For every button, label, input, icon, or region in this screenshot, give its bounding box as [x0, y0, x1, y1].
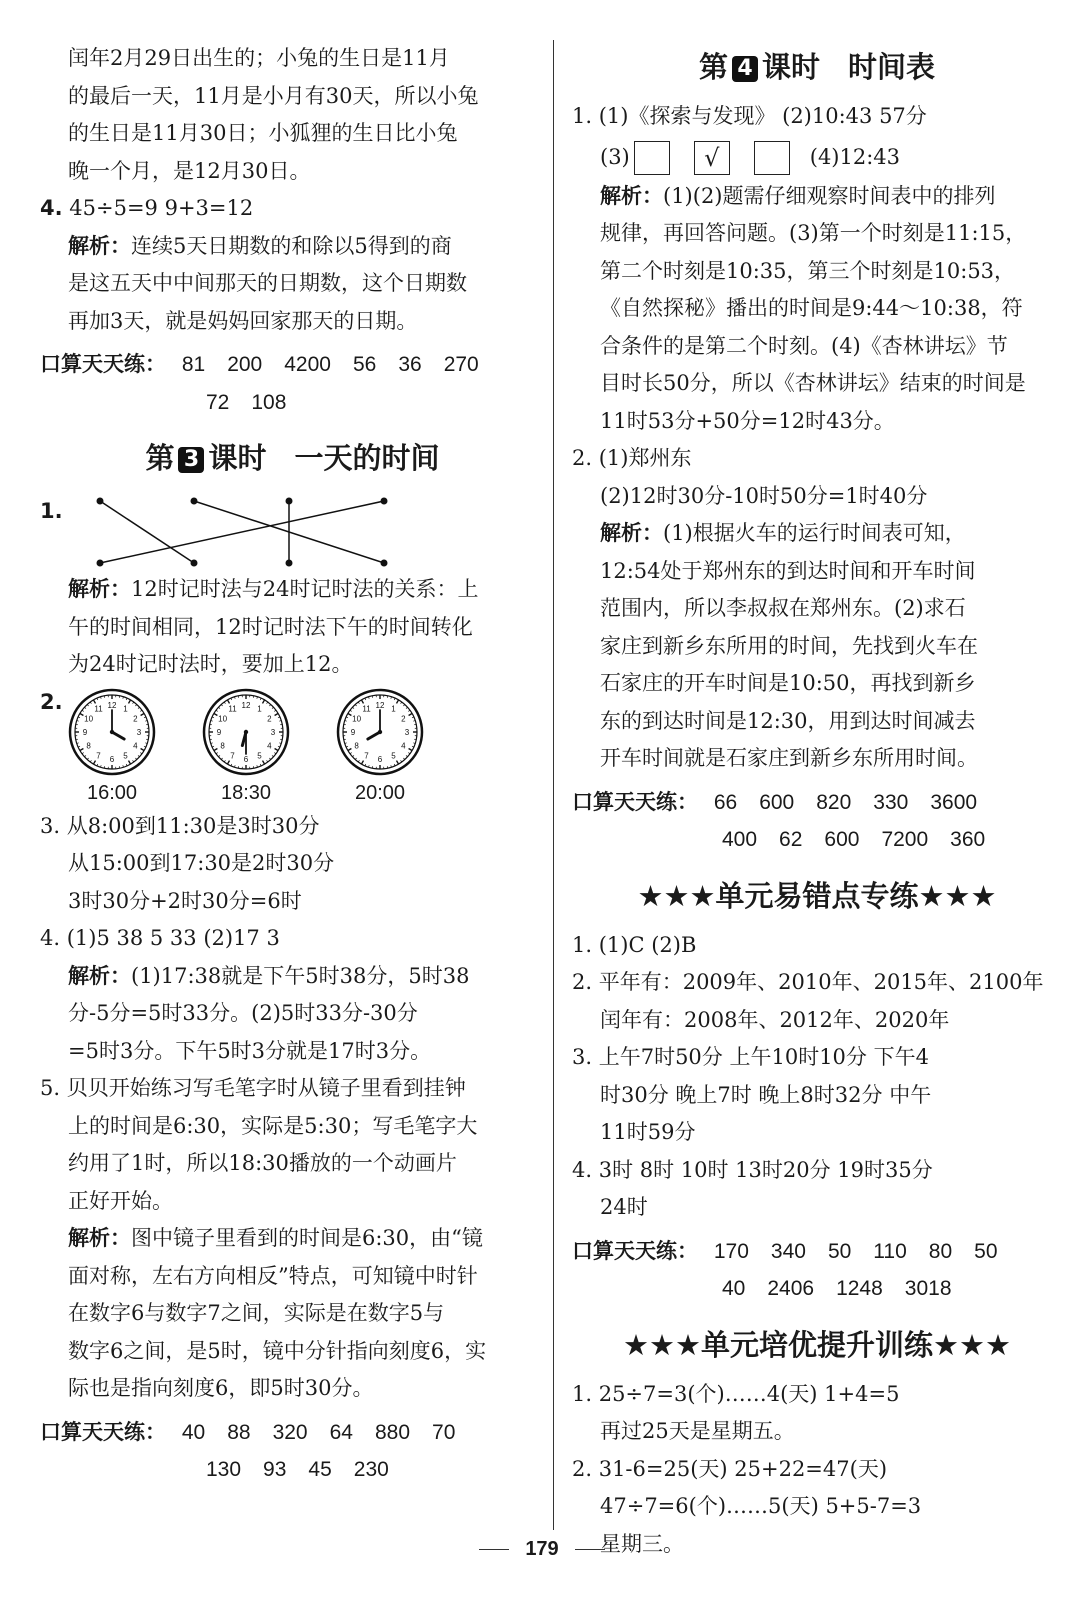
- drill-value: 50: [974, 1239, 998, 1263]
- q4-number: 4.: [40, 196, 63, 220]
- q2-analysis-line: 东的到达时间是12:30，用到达时间减去: [600, 708, 976, 733]
- drill-value: 108: [251, 390, 287, 414]
- lesson3-heading: [40, 427, 545, 489]
- drill-value: 88: [227, 1420, 251, 1444]
- q2-analysis-line: 范围内，所以李叔叔在郑州东。(2)求石: [600, 596, 966, 620]
- drill-value: 360: [950, 828, 986, 851]
- q4-analysis-line: [40, 958, 545, 996]
- q3-line: 3. 从8:00到11:30是3时30分: [40, 813, 320, 838]
- clock-numeral: 1: [123, 704, 128, 714]
- drill-value: 820: [816, 790, 852, 814]
- mental-math-drill-row2: [572, 821, 1062, 859]
- drill-value: 56: [352, 353, 377, 376]
- q1-analysis-line: 目时长50分，所以《杏林讲坛》结束的时间是: [600, 371, 1026, 395]
- clock-numeral: 9: [82, 727, 88, 737]
- drill-value: 93: [263, 1458, 287, 1481]
- q2-analysis-line: [572, 515, 1062, 553]
- errors-line: 闰年有：2008年、2012年、2020年: [600, 1007, 950, 1032]
- clock-numeral: 12: [107, 700, 117, 710]
- match-line: [100, 501, 194, 563]
- clock-face-icon: [336, 688, 424, 776]
- analysis-text: 连续5天日期数的和除以5得到的商: [131, 233, 452, 258]
- drill-value: 600: [759, 790, 795, 814]
- q1-analysis-line: 规律，再回答问题。(3)第一个时刻是11:15，: [600, 221, 1027, 245]
- improve-line: 2. 31-6=25(天) 25+22=47(天): [572, 1456, 888, 1481]
- clock-numeral: 7: [230, 750, 235, 760]
- drill-value: 62: [779, 828, 803, 851]
- clock-numeral: 7: [364, 750, 369, 760]
- clock: [336, 688, 424, 808]
- q1-line: 1. (1)《探索与发现》 (2)10:43 57分: [572, 104, 927, 128]
- drill-label: 口算天天练：: [572, 789, 698, 814]
- drill-value: 70: [432, 1420, 456, 1444]
- q5-analysis-line: 在数字6与数字7之间，实际是在数字5与: [68, 1301, 445, 1325]
- drill-value: 130: [206, 1458, 242, 1481]
- mental-math-drill: [40, 346, 545, 384]
- page-number: [0, 1534, 1084, 1564]
- q2-analysis-line: 开车时间就是石家庄到新乡东所用时间。: [600, 746, 978, 770]
- q1-analysis-line: 第二个时刻是10:35，第三个时刻是10:53，: [600, 258, 1016, 283]
- clock-time-label: 18:30: [220, 781, 272, 804]
- matching-lines-diagram: [70, 493, 400, 571]
- lesson-number-badge: 4: [732, 56, 758, 82]
- answer-box: [634, 141, 670, 175]
- q1-analysis-line: 《自然探秘》播出的时间是9:44～10:38，符: [600, 296, 1023, 320]
- clock-numeral: 9: [216, 727, 222, 737]
- q1-analysis-line: [40, 571, 545, 609]
- right-column: [572, 40, 1062, 1563]
- improve-line: 星期三。: [600, 1531, 684, 1556]
- errors-line: 24时: [600, 1195, 648, 1219]
- clock: [68, 688, 156, 808]
- q5-analysis-line: 面对称，左右方向相反”特点，可知镜中时针: [68, 1263, 478, 1288]
- analysis-text: (1)17:38就是下午5时38分，5时38: [131, 963, 470, 988]
- clock-numeral: 6: [109, 754, 115, 764]
- drill-value: 45: [308, 1458, 332, 1481]
- q5-line: 正好开始。: [68, 1188, 173, 1213]
- drill-value: 72: [206, 390, 230, 414]
- clock-numeral: 4: [267, 741, 272, 750]
- clock-numeral: 5: [123, 750, 128, 760]
- q2-number: 2.: [40, 689, 63, 714]
- clock-numeral: 2: [401, 714, 406, 723]
- q3-line: 从15:00到17:30是2时30分: [68, 851, 335, 875]
- left-column: [40, 40, 545, 1489]
- drill-label: 口算天天练：: [572, 1238, 698, 1263]
- heading-suffix: 课时: [761, 50, 820, 84]
- lesson-title: 时间表: [848, 50, 936, 84]
- heading-prefix: 第: [145, 441, 175, 475]
- q1-choice-line: [572, 136, 1062, 178]
- analysis-text: (1)根据火车的运行时间表可知，: [663, 521, 966, 545]
- drill-label: 口算天天练：: [40, 352, 166, 376]
- heading-prefix: 第: [698, 50, 728, 84]
- page-number-dash-right: [575, 1549, 605, 1550]
- clock-center: [110, 729, 114, 733]
- q2-analysis-line: 石家庄的开车时间是10:50，再找到新乡: [600, 671, 976, 695]
- drill-value: 7200: [881, 828, 929, 851]
- analysis-label: 解析：: [68, 233, 131, 258]
- q3-line: 3时30分+2时30分=6时: [68, 888, 302, 913]
- clock-numeral: 3: [270, 727, 276, 737]
- clock-numeral: 6: [377, 754, 383, 764]
- lesson-number-badge: 3: [178, 447, 204, 473]
- clock-numeral: 11: [362, 704, 371, 714]
- q4-answer-text: 45÷5=9 9+3=12: [69, 196, 254, 220]
- improve-line: 1. 25÷7=3(个)……4(天) 1+4=5: [572, 1381, 900, 1406]
- drill-value: 4200: [284, 353, 331, 376]
- q3-cont-line: 的生日是11月30日；小狐狸的生日比小兔: [68, 121, 458, 145]
- drill-value: 110: [873, 1239, 907, 1263]
- q1-number: 1.: [40, 499, 63, 523]
- clock-numeral: 8: [354, 741, 359, 750]
- match-line: [100, 501, 384, 563]
- clock-numeral: 8: [86, 741, 91, 750]
- q2-analysis-line: 12:54处于郑州东的到达时间和开车时间: [600, 558, 976, 583]
- q5-analysis-line: 数字6之间，是5时，镜中分针指向刻度6，实: [68, 1338, 487, 1363]
- errors-line: 2. 平年有：2009年、2010年、2015年、2100年: [572, 970, 1044, 994]
- answer-box-checked: √: [694, 141, 730, 175]
- mental-math-drill-row2: [40, 1451, 545, 1489]
- drill-value: 3018: [904, 1277, 952, 1300]
- analysis-label: 解析：: [68, 1226, 131, 1250]
- improve-line: 再过25天是星期五。: [600, 1419, 795, 1443]
- clock-numeral: 5: [391, 750, 396, 760]
- mental-math-drill-row2: [572, 1270, 1062, 1308]
- drill-value: 600: [824, 828, 860, 851]
- clock-time-label: 16:00: [86, 781, 138, 804]
- drill-value: 81: [181, 353, 206, 376]
- clock: [202, 688, 290, 808]
- drill-value: 3600: [930, 790, 978, 814]
- clock-numeral: 4: [133, 741, 138, 750]
- lesson-title: 一天的时间: [294, 441, 440, 475]
- drill-value: 270: [443, 353, 479, 376]
- clock-numeral: 9: [350, 727, 356, 737]
- q1-part3-label: (3): [600, 144, 630, 169]
- clock-numeral: 4: [401, 741, 406, 750]
- clock-numeral: 2: [267, 714, 272, 723]
- answer-box: [754, 141, 790, 175]
- drill-value: 400: [722, 828, 758, 851]
- drill-value: 230: [353, 1458, 389, 1481]
- q2-analysis-line: 家庄到新乡东所用的时间，先找到火车在: [600, 633, 978, 658]
- errors-line: 时30分 晚上7时 晚上8时32分 中午: [600, 1082, 932, 1107]
- q5-line: 约用了1时，所以18:30播放的一个动画片: [68, 1151, 457, 1175]
- q4-analysis-line: 是这五天中中间那天的日期数，这个日期数: [68, 271, 467, 295]
- drill-value: 200: [227, 353, 263, 376]
- drill-value: 880: [374, 1420, 411, 1444]
- errors-line: 11时59分: [600, 1120, 696, 1144]
- errors-line: 3. 上午7时50分 上午10时10分 下午4: [572, 1045, 929, 1069]
- page-number-text: 179: [525, 1538, 559, 1560]
- clock-numeral: 1: [391, 704, 396, 714]
- page-number-dash-left: [479, 1549, 509, 1550]
- drill-value: 40: [722, 1277, 746, 1300]
- q1-analysis-line: 11时53分+50分=12时43分。: [600, 408, 895, 433]
- drill-value: 50: [827, 1239, 852, 1263]
- clock-numeral: 10: [84, 714, 94, 723]
- clock-face-icon: [68, 688, 156, 776]
- q1-analysis-line: 午的时间相同，12时记时法下午的时间转化: [68, 614, 473, 639]
- analysis-label: 解析：: [600, 183, 663, 208]
- clock-numeral: 1: [257, 704, 262, 714]
- clock-center: [244, 729, 248, 733]
- improve-line: 47÷7=6(个)……5(天) 5+5-7=3: [600, 1494, 922, 1518]
- q3-cont-line: 晚一个月，是12月30日。: [68, 158, 311, 183]
- analysis-text: (1)(2)题需仔细观察时间表中的排列: [663, 183, 996, 208]
- drill-value: 320: [272, 1420, 308, 1444]
- analysis-label: 解析：: [68, 963, 131, 988]
- clock-face-icon: [202, 688, 290, 776]
- q1-analysis-line: [572, 178, 1062, 216]
- clock-numeral: 3: [136, 727, 142, 737]
- q1-analysis-line: 为24时记时法时，要加上12。: [68, 652, 353, 676]
- clock-numeral: 12: [241, 700, 251, 710]
- q1-part4-answer: (4)12:43: [809, 144, 901, 169]
- drill-value: 80: [928, 1239, 953, 1263]
- analysis-label: 解析：: [68, 577, 131, 601]
- q5-line: 5. 贝贝开始练习写毛笔字时从镜子里看到挂钟: [40, 1076, 466, 1100]
- analysis-label: 解析：: [600, 521, 663, 545]
- column-divider: [553, 40, 554, 1530]
- clock-numeral: 3: [404, 727, 410, 737]
- mental-math-drill: [572, 784, 1062, 822]
- q2-clocks-row: [40, 684, 545, 808]
- q4-analysis-line: [40, 228, 545, 266]
- drill-value: 1248: [836, 1277, 883, 1300]
- clock-time-label: 20:00: [354, 781, 406, 804]
- clock-numeral: 5: [257, 750, 262, 760]
- q4-analysis-line: 分-5分=5时33分。(2)5时33分-30分: [68, 1001, 418, 1025]
- drill-value: 2406: [767, 1277, 815, 1300]
- mental-math-drill-row2: [40, 384, 545, 422]
- lesson4-heading: [572, 36, 1062, 98]
- q3-cont-line: 的最后一天，11月是小月有30天，所以小兔: [68, 83, 479, 108]
- q5-analysis-line: 际也是指向刻度6，即5时30分。: [68, 1376, 374, 1400]
- mental-math-drill: [572, 1233, 1062, 1271]
- q1-matching-row: [40, 493, 545, 571]
- q4-line: 4. (1)5 38 5 33 (2)17 3: [40, 926, 280, 950]
- q2-line: 2. (1)郑州东: [572, 446, 692, 470]
- drill-value: 330: [873, 790, 909, 814]
- clock-numeral: 10: [352, 714, 362, 723]
- q1-analysis-line: 合条件的是第二个时刻。(4)《杏林讲坛》节: [600, 333, 1008, 358]
- unit-errors-heading: ★★★单元易错点专练★★★: [637, 878, 997, 913]
- clock-numeral: 11: [94, 704, 103, 714]
- q4-analysis-line: =5时3分。下午5时3分就是17时3分。: [68, 1038, 432, 1063]
- q2-line: (2)12时30分-10时50分=1时40分: [600, 483, 928, 508]
- drill-value: 66: [713, 790, 738, 814]
- unit-improve-heading: ★★★单元培优提升训练★★★: [623, 1327, 1011, 1362]
- q4-analysis-line: 再加3天，就是妈妈回家那天的日期。: [68, 308, 418, 333]
- clock-group: [42, 688, 424, 808]
- q4-answer: [40, 190, 545, 228]
- analysis-text: 图中镜子里看到的时间是6:30，由“镜: [131, 1226, 483, 1250]
- analysis-text: 12时记时法与24时记时法的关系：上: [131, 577, 479, 601]
- mental-math-drill: [40, 1414, 545, 1452]
- clock-numeral: 10: [218, 714, 228, 723]
- errors-line: 4. 3时 8时 10时 13时20分 19时35分: [572, 1157, 933, 1182]
- drill-value: 40: [181, 1420, 206, 1444]
- clock-numeral: 2: [133, 714, 138, 723]
- heading-suffix: 课时: [208, 441, 267, 475]
- clock-numeral: 7: [96, 750, 101, 760]
- clock-numeral: 11: [228, 704, 237, 714]
- drill-value: 36: [398, 353, 422, 376]
- q5-line: 上的时间是6:30，实际是5:30；写毛笔字大: [68, 1113, 478, 1138]
- clock-numeral: 8: [220, 741, 225, 750]
- q3-cont-line: 闰年2月29日出生的；小兔的生日是11月: [68, 46, 450, 70]
- matching-lines: [100, 501, 384, 563]
- drill-value: 340: [770, 1239, 806, 1263]
- errors-line: 1. (1)C (2)B: [572, 932, 697, 957]
- q5-analysis-line: [40, 1220, 545, 1258]
- clock-numeral: 12: [375, 700, 385, 710]
- clock-center: [378, 729, 382, 733]
- drill-value: 64: [329, 1420, 353, 1444]
- drill-label: 口算天天练：: [40, 1419, 166, 1444]
- clock-numeral: 6: [243, 754, 249, 764]
- drill-value: 170: [713, 1239, 749, 1263]
